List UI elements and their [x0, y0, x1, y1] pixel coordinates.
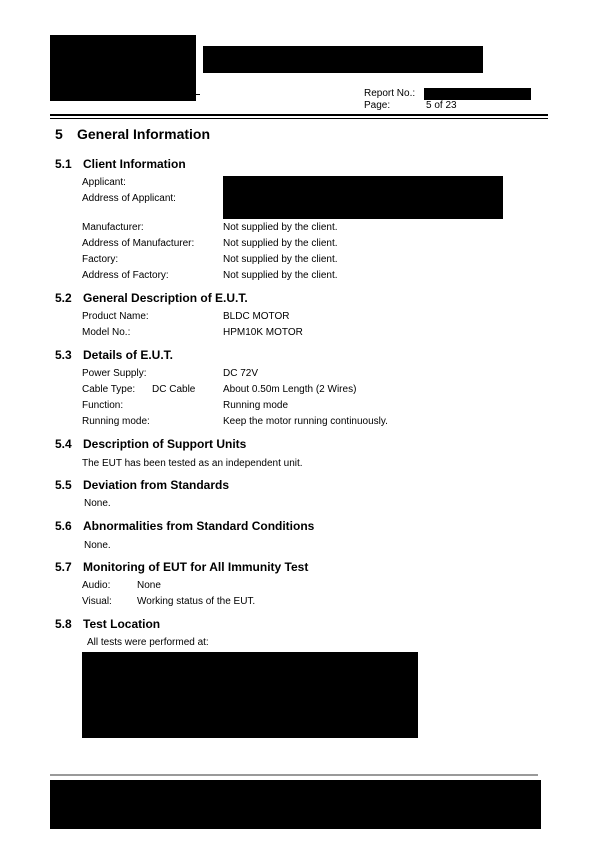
- redacted-applicant-info: [223, 176, 503, 219]
- footer-rule: [50, 774, 538, 776]
- address-manufacturer-value: Not supplied by the client.: [223, 238, 338, 249]
- factory-value: Not supplied by the client.: [223, 254, 338, 265]
- s58-number: 5.8: [55, 617, 72, 631]
- s52-heading: [0, 291, 600, 307]
- report-no-label: Report No.:: [364, 88, 416, 99]
- redacted-report-no: [424, 88, 531, 100]
- applicant-label: Applicant:: [82, 177, 126, 188]
- s57-title: Monitoring of EUT for All Immunity Test: [83, 560, 309, 574]
- cable-type-value: About 0.50m Length (2 Wires): [223, 384, 357, 395]
- address-manufacturer-label: Address of Manufacturer:: [82, 238, 195, 249]
- audio-value: None: [137, 580, 161, 591]
- s58-title: Test Location: [83, 617, 161, 631]
- address-factory-label: Address of Factory:: [82, 270, 169, 281]
- running-mode-value: Keep the motor running continuously.: [223, 416, 388, 427]
- header-thin-line: [196, 94, 200, 95]
- cable-type-kind: DC Cable: [152, 384, 196, 395]
- redacted-company-name: [203, 46, 483, 73]
- section-title: General Information: [77, 126, 211, 142]
- s55-title: Deviation from Standards: [83, 478, 230, 492]
- s54-title: Description of Support Units: [83, 437, 247, 451]
- running-mode-label: Running mode:: [82, 416, 150, 427]
- s54-text: The EUT has been tested as an independent unit.: [82, 458, 303, 469]
- function-label: Function:: [82, 400, 124, 411]
- product-name-label: Product Name:: [82, 311, 149, 322]
- s53-number: 5.3: [55, 348, 72, 362]
- s56-title: Abnormalities from Standard Conditions: [83, 519, 315, 533]
- factory-label: Factory:: [82, 254, 119, 265]
- s51-number: 5.1: [55, 157, 72, 171]
- s52-number: 5.2: [55, 291, 72, 305]
- page-label: Page:: [364, 100, 391, 111]
- s53-heading: [0, 348, 600, 364]
- s54-heading: [0, 437, 600, 453]
- s56-number: 5.6: [55, 519, 72, 533]
- s52-title: General Description of E.U.T.: [83, 291, 248, 305]
- s55-number: 5.5: [55, 478, 72, 492]
- model-no-label: Model No.:: [82, 327, 131, 338]
- manufacturer-value: Not supplied by the client.: [223, 222, 338, 233]
- header-rule-thick: [50, 114, 548, 116]
- s58-text: All tests were performed at:: [87, 637, 209, 648]
- s51-heading: [0, 157, 600, 173]
- audio-label: Audio:: [82, 580, 111, 591]
- redacted-logo: [50, 35, 196, 101]
- power-supply-label: Power Supply:: [82, 368, 147, 379]
- visual-value: Working status of the EUT.: [137, 596, 256, 607]
- power-supply-value: DC 72V: [223, 368, 259, 379]
- s53-title: Details of E.U.T.: [83, 348, 174, 362]
- model-no-value: HPM10K MOTOR: [223, 327, 303, 338]
- s54-number: 5.4: [55, 437, 72, 451]
- manufacturer-label: Manufacturer:: [82, 222, 144, 233]
- s55-heading: [0, 478, 600, 494]
- section-number: 5: [55, 126, 63, 142]
- header-rule-thin: [50, 118, 548, 119]
- visual-label: Visual:: [82, 596, 112, 607]
- s57-heading: [0, 560, 600, 576]
- address-applicant-label: Address of Applicant:: [82, 193, 176, 204]
- s51-title: Client Information: [83, 157, 186, 171]
- cable-type-label: Cable Type:: [82, 384, 136, 395]
- redacted-test-location: [82, 652, 418, 738]
- s55-text: None.: [84, 498, 111, 509]
- function-value: Running mode: [223, 400, 289, 411]
- s57-number: 5.7: [55, 560, 72, 574]
- s58-heading: [0, 617, 600, 633]
- page-value: 5 of 23: [426, 100, 457, 111]
- address-factory-value: Not supplied by the client.: [223, 270, 338, 281]
- s56-heading: [0, 519, 600, 535]
- product-name-value: BLDC MOTOR: [223, 311, 290, 322]
- s56-text: None.: [84, 540, 111, 551]
- redacted-footer: [50, 780, 541, 829]
